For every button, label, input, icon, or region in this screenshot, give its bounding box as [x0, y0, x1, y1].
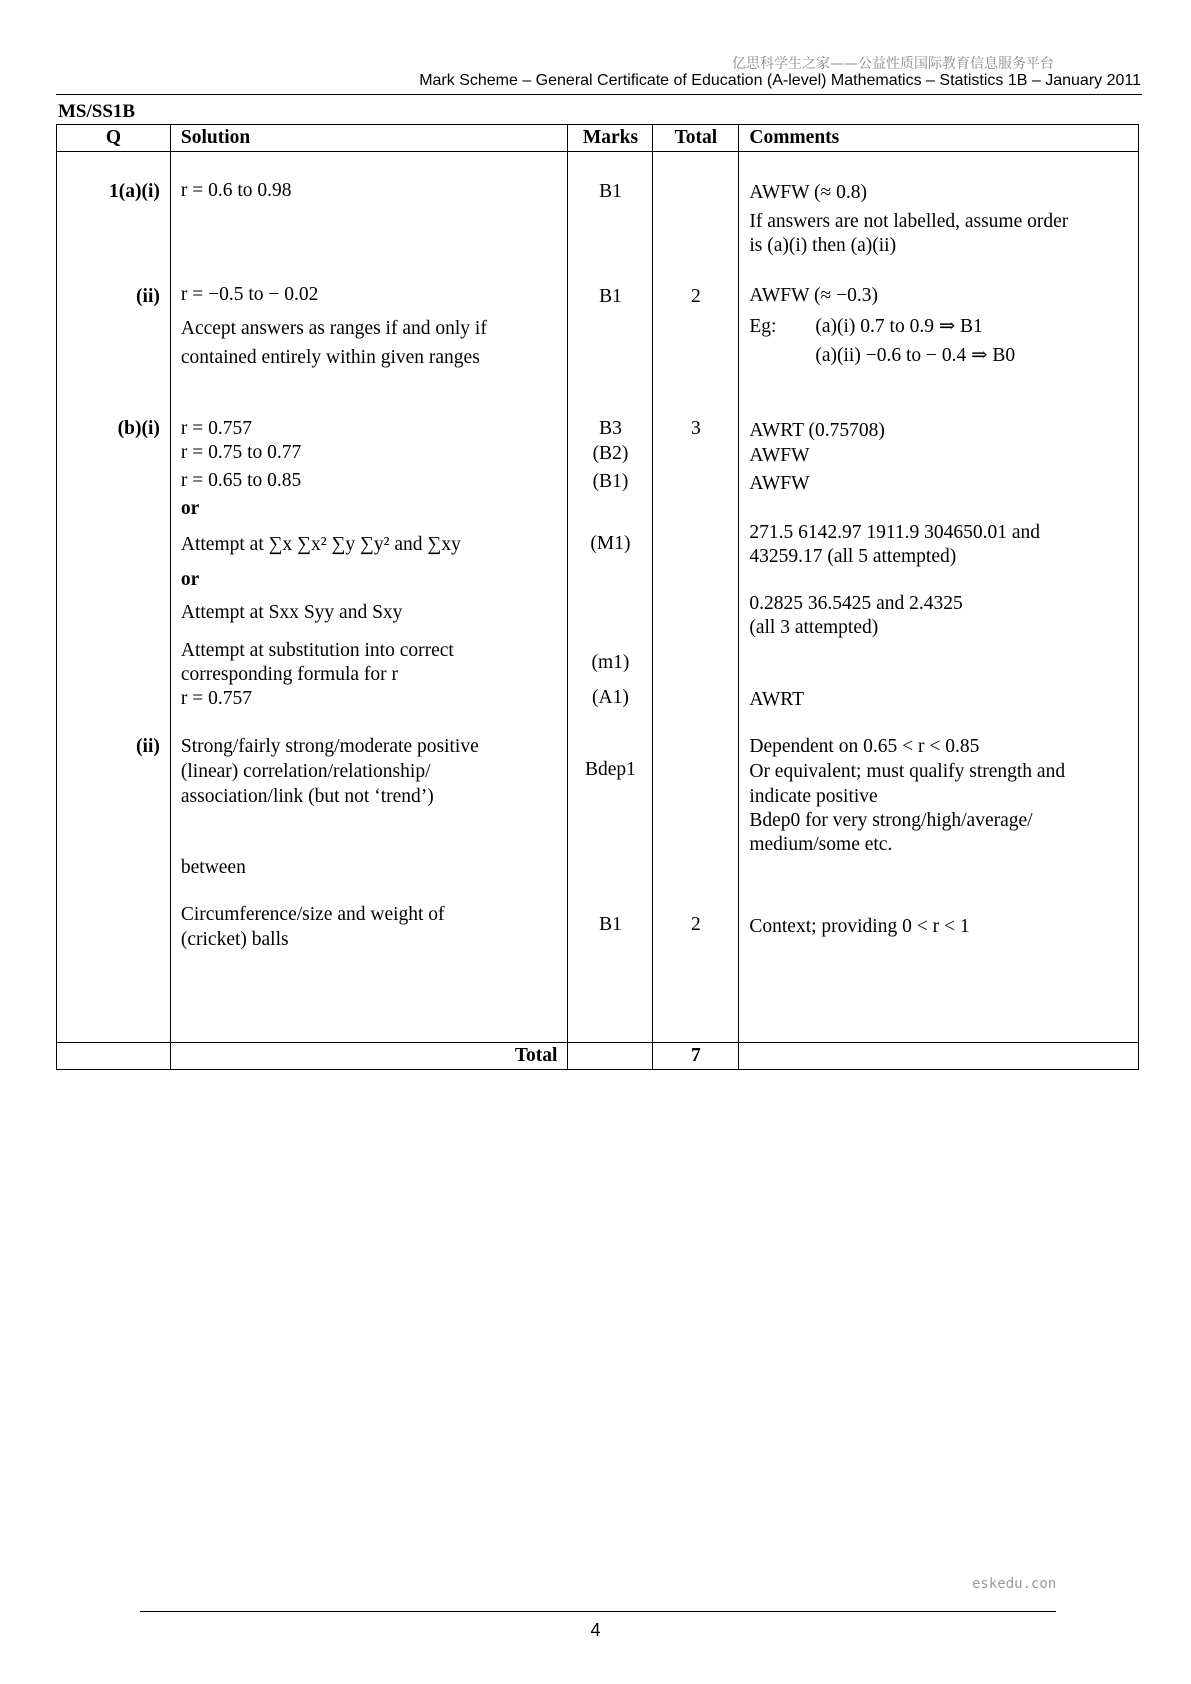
- total-row: [57, 1043, 1139, 1070]
- question-label-1a-ii: (ii): [136, 286, 160, 307]
- mark-value: (B1): [592, 471, 629, 492]
- total-row-marks-cell: [568, 1043, 653, 1070]
- comment-line: medium/some etc.: [749, 834, 893, 855]
- site-watermark: eskedu.con: [972, 1576, 1057, 1592]
- solution-line: Attempt at substitution into correct: [180, 640, 454, 661]
- column-header-total: Total: [653, 125, 739, 152]
- q-cell: [57, 152, 171, 1043]
- total-row-q-cell: [57, 1043, 171, 1070]
- total-value-final: 7: [653, 1043, 739, 1070]
- solution-line: r = −0.5 to − 0.02: [180, 284, 319, 305]
- column-header-solution: Solution: [170, 125, 568, 152]
- page-number: 4: [590, 1620, 601, 1640]
- comment-line: If answers are not labelled, assume order: [749, 211, 1069, 232]
- total-value: 3: [691, 418, 701, 439]
- comment-line: AWRT (0.75708): [749, 420, 885, 441]
- solution-line: between: [180, 857, 246, 878]
- total-value: 2: [691, 914, 701, 935]
- marks-cell: [568, 152, 653, 1043]
- solution-line: r = 0.757: [180, 418, 252, 439]
- header-row: [57, 125, 1139, 152]
- comment-eg-label: Eg:: [749, 316, 777, 337]
- solution-or: or: [180, 569, 200, 590]
- comment-line: AWRT: [749, 689, 805, 710]
- solution-line: contained entirely within given ranges: [180, 347, 480, 368]
- solution-line: corresponding formula for r: [180, 664, 399, 685]
- comment-line: 271.5 6142.97 1911.9 304650.01 and: [749, 522, 1041, 543]
- solution-line: r = 0.6 to 0.98: [180, 180, 292, 201]
- comment-line: Dependent on 0.65 < r < 0.85: [749, 736, 980, 757]
- comment-line: AWFW (≈ 0.8): [749, 182, 867, 203]
- mark-value: B1: [599, 914, 622, 935]
- header-rule: [56, 94, 1142, 95]
- comments-cell: [739, 152, 1139, 1043]
- mark-scheme-table: [56, 124, 1139, 1070]
- comment-line: (a)(ii) −0.6 to − 0.4 ⇒ B0: [815, 345, 1016, 366]
- mark-value: (m1): [591, 652, 630, 673]
- comment-line: AWFW: [749, 473, 810, 494]
- total-label: Total: [170, 1043, 568, 1070]
- mark-value: B1: [599, 181, 622, 202]
- total-row-comments-cell: [739, 1043, 1139, 1070]
- mark-value: (M1): [590, 533, 631, 554]
- question-label-1b-ii: (ii): [136, 736, 160, 757]
- solution-line: Attempt at ∑x ∑x² ∑y ∑y² and ∑xy: [180, 534, 461, 555]
- comment-line: 0.2825 36.5425 and 2.4325: [749, 593, 963, 614]
- solution-line: Attempt at Sxx Syy and Sxy: [180, 602, 403, 623]
- footer-rule: [140, 1611, 1056, 1612]
- solution-line: r = 0.757: [180, 688, 252, 709]
- solution-cell: [170, 152, 568, 1043]
- solution-line: (cricket) balls: [180, 929, 289, 950]
- comment-line: Bdep0 for very strong/high/average/: [749, 810, 1033, 831]
- watermark-text: 亿思科学生之家——公益性质国际教育信息服务平台: [732, 56, 1054, 72]
- question-label-1b-i: (b)(i): [117, 418, 160, 439]
- mark-value: (B2): [592, 443, 629, 464]
- comment-line: is (a)(i) then (a)(ii): [749, 235, 897, 256]
- column-header-marks: Marks: [568, 125, 653, 152]
- comment-line: AWFW (≈ −0.3): [749, 285, 878, 306]
- comment-line: 43259.17 (all 5 attempted): [749, 546, 957, 567]
- comment-line: (a)(i) 0.7 to 0.9 ⇒ B1: [815, 316, 983, 337]
- solution-line: r = 0.65 to 0.85: [180, 470, 302, 491]
- solution-line: association/link (but not ‘trend’): [180, 786, 434, 807]
- total-value: 2: [691, 286, 701, 307]
- comment-line: indicate positive: [749, 786, 878, 807]
- solution-line: r = 0.75 to 0.77: [180, 442, 302, 463]
- question-label-1a-i: 1(a)(i): [108, 181, 160, 202]
- solution-line: (linear) correlation/relationship/: [180, 761, 431, 782]
- mark-value: B1: [599, 286, 622, 307]
- table-body-row: [57, 152, 1139, 1043]
- comment-line: AWFW: [749, 445, 810, 466]
- comment-line: Context; providing 0 < r < 1: [749, 916, 970, 937]
- mark-value: B3: [599, 418, 622, 439]
- solution-or: or: [180, 498, 200, 519]
- document-header: Mark Scheme – General Certificate of Education (A-level) Mathematics – Statistics 1B – January 2011: [419, 72, 1141, 89]
- solution-line: Accept answers as ranges if and only if: [180, 318, 487, 339]
- comment-line: Or equivalent; must qualify strength and: [749, 761, 1066, 782]
- column-header-q: Q: [57, 125, 171, 152]
- solution-line: Circumference/size and weight of: [180, 904, 445, 925]
- column-header-comments: Comments: [739, 125, 1139, 152]
- mark-value: Bdep1: [584, 759, 636, 780]
- mark-value: (A1): [592, 687, 629, 708]
- total-cell: [653, 152, 739, 1043]
- scheme-code: MS/SS1B: [58, 101, 136, 122]
- solution-line: Strong/fairly strong/moderate positive: [180, 736, 479, 757]
- comment-line: (all 3 attempted): [749, 617, 879, 638]
